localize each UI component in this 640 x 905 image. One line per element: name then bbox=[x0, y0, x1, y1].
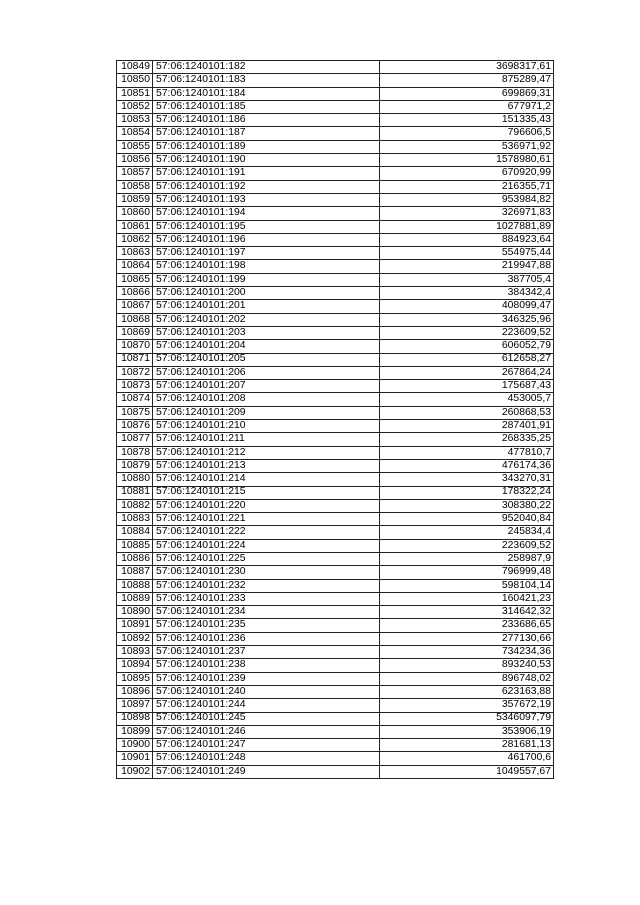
value-cell: 308380,22 bbox=[380, 499, 554, 512]
table-row bbox=[117, 180, 554, 193]
row-number-cell: 10867 bbox=[117, 300, 153, 313]
row-number-cell: 10885 bbox=[117, 539, 153, 552]
value-cell: 178322,24 bbox=[380, 486, 554, 499]
row-number-cell: 10859 bbox=[117, 193, 153, 206]
cadastral-number-cell: 57:06:1240101:194 bbox=[153, 207, 380, 220]
value-cell: 453005,7 bbox=[380, 393, 554, 406]
cadastral-number-cell: 57:06:1240101:214 bbox=[153, 473, 380, 486]
value-cell: 151335,43 bbox=[380, 114, 554, 127]
table-row bbox=[117, 513, 554, 526]
table-row bbox=[117, 313, 554, 326]
cadastral-number-cell: 57:06:1240101:225 bbox=[153, 552, 380, 565]
row-number-cell: 10900 bbox=[117, 739, 153, 752]
value-cell: 267864,24 bbox=[380, 366, 554, 379]
cadastral-number-cell: 57:06:1240101:199 bbox=[153, 273, 380, 286]
table-row bbox=[117, 380, 554, 393]
value-cell: 606052,79 bbox=[380, 340, 554, 353]
table-row bbox=[117, 193, 554, 206]
cadastral-number-cell: 57:06:1240101:207 bbox=[153, 380, 380, 393]
table-row bbox=[117, 114, 554, 127]
table-row bbox=[117, 459, 554, 472]
table-row bbox=[117, 167, 554, 180]
table-row bbox=[117, 273, 554, 286]
row-number-cell: 10888 bbox=[117, 579, 153, 592]
cadastral-number-cell: 57:06:1240101:234 bbox=[153, 606, 380, 619]
cadastral-number-cell: 57:06:1240101:239 bbox=[153, 672, 380, 685]
value-cell: 216355,71 bbox=[380, 180, 554, 193]
row-number-cell: 10901 bbox=[117, 752, 153, 765]
row-number-cell: 10891 bbox=[117, 619, 153, 632]
cadastral-number-cell: 57:06:1240101:184 bbox=[153, 87, 380, 100]
value-cell: 461700,6 bbox=[380, 752, 554, 765]
cadastral-number-cell: 57:06:1240101:206 bbox=[153, 366, 380, 379]
value-cell: 277130,66 bbox=[380, 632, 554, 645]
cadastral-number-cell: 57:06:1240101:204 bbox=[153, 340, 380, 353]
cadastral-number-cell: 57:06:1240101:182 bbox=[153, 61, 380, 74]
row-number-cell: 10872 bbox=[117, 366, 153, 379]
table-row bbox=[117, 260, 554, 273]
cadastral-number-cell: 57:06:1240101:196 bbox=[153, 233, 380, 246]
row-number-cell: 10881 bbox=[117, 486, 153, 499]
cadastral-number-cell: 57:06:1240101:203 bbox=[153, 326, 380, 339]
cadastral-number-cell: 57:06:1240101:238 bbox=[153, 659, 380, 672]
value-cell: 384342,4 bbox=[380, 287, 554, 300]
cadastral-number-cell: 57:06:1240101:198 bbox=[153, 260, 380, 273]
table-row bbox=[117, 247, 554, 260]
value-cell: 287401,91 bbox=[380, 420, 554, 433]
value-cell: 343270,31 bbox=[380, 473, 554, 486]
row-number-cell: 10877 bbox=[117, 433, 153, 446]
cadastral-number-cell: 57:06:1240101:210 bbox=[153, 420, 380, 433]
row-number-cell: 10874 bbox=[117, 393, 153, 406]
row-number-cell: 10902 bbox=[117, 765, 153, 778]
table-row bbox=[117, 300, 554, 313]
value-cell: 223609,52 bbox=[380, 539, 554, 552]
table-row bbox=[117, 579, 554, 592]
row-number-cell: 10882 bbox=[117, 499, 153, 512]
value-cell: 554975,44 bbox=[380, 247, 554, 260]
cadastral-number-cell: 57:06:1240101:200 bbox=[153, 287, 380, 300]
value-cell: 796606,5 bbox=[380, 127, 554, 140]
cadastral-number-cell: 57:06:1240101:208 bbox=[153, 393, 380, 406]
row-number-cell: 10863 bbox=[117, 247, 153, 260]
cadastral-number-cell: 57:06:1240101:232 bbox=[153, 579, 380, 592]
row-number-cell: 10866 bbox=[117, 287, 153, 300]
row-number-cell: 10879 bbox=[117, 459, 153, 472]
value-cell: 734234,36 bbox=[380, 646, 554, 659]
row-number-cell: 10857 bbox=[117, 167, 153, 180]
table-row bbox=[117, 752, 554, 765]
cadastral-number-cell: 57:06:1240101:192 bbox=[153, 180, 380, 193]
table-row bbox=[117, 154, 554, 167]
cadastral-number-cell: 57:06:1240101:201 bbox=[153, 300, 380, 313]
cadastral-number-cell: 57:06:1240101:236 bbox=[153, 632, 380, 645]
value-cell: 387705,4 bbox=[380, 273, 554, 286]
value-cell: 357672,19 bbox=[380, 699, 554, 712]
row-number-cell: 10858 bbox=[117, 180, 153, 193]
table-row bbox=[117, 765, 554, 778]
table-row bbox=[117, 646, 554, 659]
row-number-cell: 10876 bbox=[117, 420, 153, 433]
value-cell: 1049557,67 bbox=[380, 765, 554, 778]
value-cell: 1027881,89 bbox=[380, 220, 554, 233]
cadastral-number-cell: 57:06:1240101:189 bbox=[153, 140, 380, 153]
row-number-cell: 10894 bbox=[117, 659, 153, 672]
table-row bbox=[117, 326, 554, 339]
data-table bbox=[116, 60, 554, 779]
row-number-cell: 10869 bbox=[117, 326, 153, 339]
table-row bbox=[117, 606, 554, 619]
table-row bbox=[117, 100, 554, 113]
cadastral-number-cell: 57:06:1240101:230 bbox=[153, 566, 380, 579]
value-cell: 612658,27 bbox=[380, 353, 554, 366]
value-cell: 699869,31 bbox=[380, 87, 554, 100]
cadastral-number-cell: 57:06:1240101:215 bbox=[153, 486, 380, 499]
table-row bbox=[117, 659, 554, 672]
value-cell: 536971,92 bbox=[380, 140, 554, 153]
cadastral-number-cell: 57:06:1240101:191 bbox=[153, 167, 380, 180]
cadastral-number-cell: 57:06:1240101:249 bbox=[153, 765, 380, 778]
value-cell: 233686,65 bbox=[380, 619, 554, 632]
table-row bbox=[117, 592, 554, 605]
value-cell: 175687,43 bbox=[380, 380, 554, 393]
cadastral-number-cell: 57:06:1240101:197 bbox=[153, 247, 380, 260]
row-number-cell: 10892 bbox=[117, 632, 153, 645]
cadastral-number-cell: 57:06:1240101:213 bbox=[153, 459, 380, 472]
value-cell: 408099,47 bbox=[380, 300, 554, 313]
table-body bbox=[117, 61, 554, 779]
value-cell: 477810,7 bbox=[380, 446, 554, 459]
cadastral-number-cell: 57:06:1240101:220 bbox=[153, 499, 380, 512]
table-row bbox=[117, 712, 554, 725]
cadastral-number-cell: 57:06:1240101:240 bbox=[153, 685, 380, 698]
row-number-cell: 10893 bbox=[117, 646, 153, 659]
cadastral-number-cell: 57:06:1240101:245 bbox=[153, 712, 380, 725]
row-number-cell: 10880 bbox=[117, 473, 153, 486]
table-row bbox=[117, 61, 554, 74]
table-row bbox=[117, 127, 554, 140]
value-cell: 353906,19 bbox=[380, 725, 554, 738]
cadastral-number-cell: 57:06:1240101:237 bbox=[153, 646, 380, 659]
row-number-cell: 10851 bbox=[117, 87, 153, 100]
cadastral-number-cell: 57:06:1240101:190 bbox=[153, 154, 380, 167]
value-cell: 875289,47 bbox=[380, 74, 554, 87]
value-cell: 160421,23 bbox=[380, 592, 554, 605]
value-cell: 677971,2 bbox=[380, 100, 554, 113]
value-cell: 245834,4 bbox=[380, 526, 554, 539]
row-number-cell: 10873 bbox=[117, 380, 153, 393]
table-row bbox=[117, 74, 554, 87]
row-number-cell: 10878 bbox=[117, 446, 153, 459]
cadastral-number-cell: 57:06:1240101:185 bbox=[153, 100, 380, 113]
row-number-cell: 10871 bbox=[117, 353, 153, 366]
cadastral-number-cell: 57:06:1240101:221 bbox=[153, 513, 380, 526]
cadastral-number-cell: 57:06:1240101:222 bbox=[153, 526, 380, 539]
table-row bbox=[117, 340, 554, 353]
cadastral-number-cell: 57:06:1240101:202 bbox=[153, 313, 380, 326]
row-number-cell: 10852 bbox=[117, 100, 153, 113]
cadastral-number-cell: 57:06:1240101:224 bbox=[153, 539, 380, 552]
row-number-cell: 10889 bbox=[117, 592, 153, 605]
table-row bbox=[117, 619, 554, 632]
value-cell: 5346097,79 bbox=[380, 712, 554, 725]
row-number-cell: 10899 bbox=[117, 725, 153, 738]
row-number-cell: 10850 bbox=[117, 74, 153, 87]
row-number-cell: 10884 bbox=[117, 526, 153, 539]
cadastral-number-cell: 57:06:1240101:212 bbox=[153, 446, 380, 459]
table-row bbox=[117, 233, 554, 246]
cadastral-number-cell: 57:06:1240101:183 bbox=[153, 74, 380, 87]
table-row bbox=[117, 366, 554, 379]
table-row bbox=[117, 406, 554, 419]
row-number-cell: 10849 bbox=[117, 61, 153, 74]
cadastral-number-cell: 57:06:1240101:235 bbox=[153, 619, 380, 632]
value-cell: 260868,53 bbox=[380, 406, 554, 419]
table-row bbox=[117, 526, 554, 539]
value-cell: 3698317,61 bbox=[380, 61, 554, 74]
value-cell: 314642,32 bbox=[380, 606, 554, 619]
value-cell: 953984,82 bbox=[380, 193, 554, 206]
table-row bbox=[117, 433, 554, 446]
table-row bbox=[117, 220, 554, 233]
value-cell: 623163,88 bbox=[380, 685, 554, 698]
value-cell: 896748,02 bbox=[380, 672, 554, 685]
cadastral-number-cell: 57:06:1240101:211 bbox=[153, 433, 380, 446]
value-cell: 1578980,61 bbox=[380, 154, 554, 167]
row-number-cell: 10896 bbox=[117, 685, 153, 698]
row-number-cell: 10890 bbox=[117, 606, 153, 619]
table-row bbox=[117, 207, 554, 220]
row-number-cell: 10875 bbox=[117, 406, 153, 419]
row-number-cell: 10864 bbox=[117, 260, 153, 273]
table-row bbox=[117, 725, 554, 738]
table-row bbox=[117, 499, 554, 512]
table-row bbox=[117, 287, 554, 300]
value-cell: 796999,48 bbox=[380, 566, 554, 579]
cadastral-number-cell: 57:06:1240101:193 bbox=[153, 193, 380, 206]
row-number-cell: 10853 bbox=[117, 114, 153, 127]
table-row bbox=[117, 739, 554, 752]
table-row bbox=[117, 672, 554, 685]
value-cell: 598104,14 bbox=[380, 579, 554, 592]
table-row bbox=[117, 539, 554, 552]
table-row bbox=[117, 566, 554, 579]
cadastral-number-cell: 57:06:1240101:187 bbox=[153, 127, 380, 140]
table-row bbox=[117, 446, 554, 459]
cadastral-number-cell: 57:06:1240101:248 bbox=[153, 752, 380, 765]
value-cell: 258987,9 bbox=[380, 552, 554, 565]
value-cell: 281681,13 bbox=[380, 739, 554, 752]
value-cell: 326971,83 bbox=[380, 207, 554, 220]
value-cell: 223609,52 bbox=[380, 326, 554, 339]
row-number-cell: 10861 bbox=[117, 220, 153, 233]
cadastral-number-cell: 57:06:1240101:246 bbox=[153, 725, 380, 738]
cadastral-number-cell: 57:06:1240101:244 bbox=[153, 699, 380, 712]
row-number-cell: 10895 bbox=[117, 672, 153, 685]
row-number-cell: 10897 bbox=[117, 699, 153, 712]
row-number-cell: 10855 bbox=[117, 140, 153, 153]
table-row bbox=[117, 353, 554, 366]
row-number-cell: 10883 bbox=[117, 513, 153, 526]
table-row bbox=[117, 552, 554, 565]
value-cell: 952040,84 bbox=[380, 513, 554, 526]
row-number-cell: 10862 bbox=[117, 233, 153, 246]
table-row bbox=[117, 685, 554, 698]
row-number-cell: 10868 bbox=[117, 313, 153, 326]
value-cell: 884923,64 bbox=[380, 233, 554, 246]
cadastral-number-cell: 57:06:1240101:205 bbox=[153, 353, 380, 366]
value-cell: 219947,88 bbox=[380, 260, 554, 273]
table-row bbox=[117, 393, 554, 406]
row-number-cell: 10887 bbox=[117, 566, 153, 579]
row-number-cell: 10860 bbox=[117, 207, 153, 220]
value-cell: 346325,96 bbox=[380, 313, 554, 326]
row-number-cell: 10886 bbox=[117, 552, 153, 565]
table-row bbox=[117, 473, 554, 486]
row-number-cell: 10865 bbox=[117, 273, 153, 286]
row-number-cell: 10898 bbox=[117, 712, 153, 725]
table-row bbox=[117, 140, 554, 153]
value-cell: 476174,36 bbox=[380, 459, 554, 472]
value-cell: 893240,53 bbox=[380, 659, 554, 672]
row-number-cell: 10870 bbox=[117, 340, 153, 353]
row-number-cell: 10856 bbox=[117, 154, 153, 167]
cadastral-number-cell: 57:06:1240101:209 bbox=[153, 406, 380, 419]
table-row bbox=[117, 632, 554, 645]
cadastral-number-cell: 57:06:1240101:247 bbox=[153, 739, 380, 752]
table-row bbox=[117, 699, 554, 712]
table-row bbox=[117, 486, 554, 499]
cadastral-number-cell: 57:06:1240101:186 bbox=[153, 114, 380, 127]
value-cell: 268335,25 bbox=[380, 433, 554, 446]
row-number-cell: 10854 bbox=[117, 127, 153, 140]
cadastral-number-cell: 57:06:1240101:233 bbox=[153, 592, 380, 605]
cadastral-number-cell: 57:06:1240101:195 bbox=[153, 220, 380, 233]
value-cell: 670920,99 bbox=[380, 167, 554, 180]
table-row bbox=[117, 420, 554, 433]
table-row bbox=[117, 87, 554, 100]
